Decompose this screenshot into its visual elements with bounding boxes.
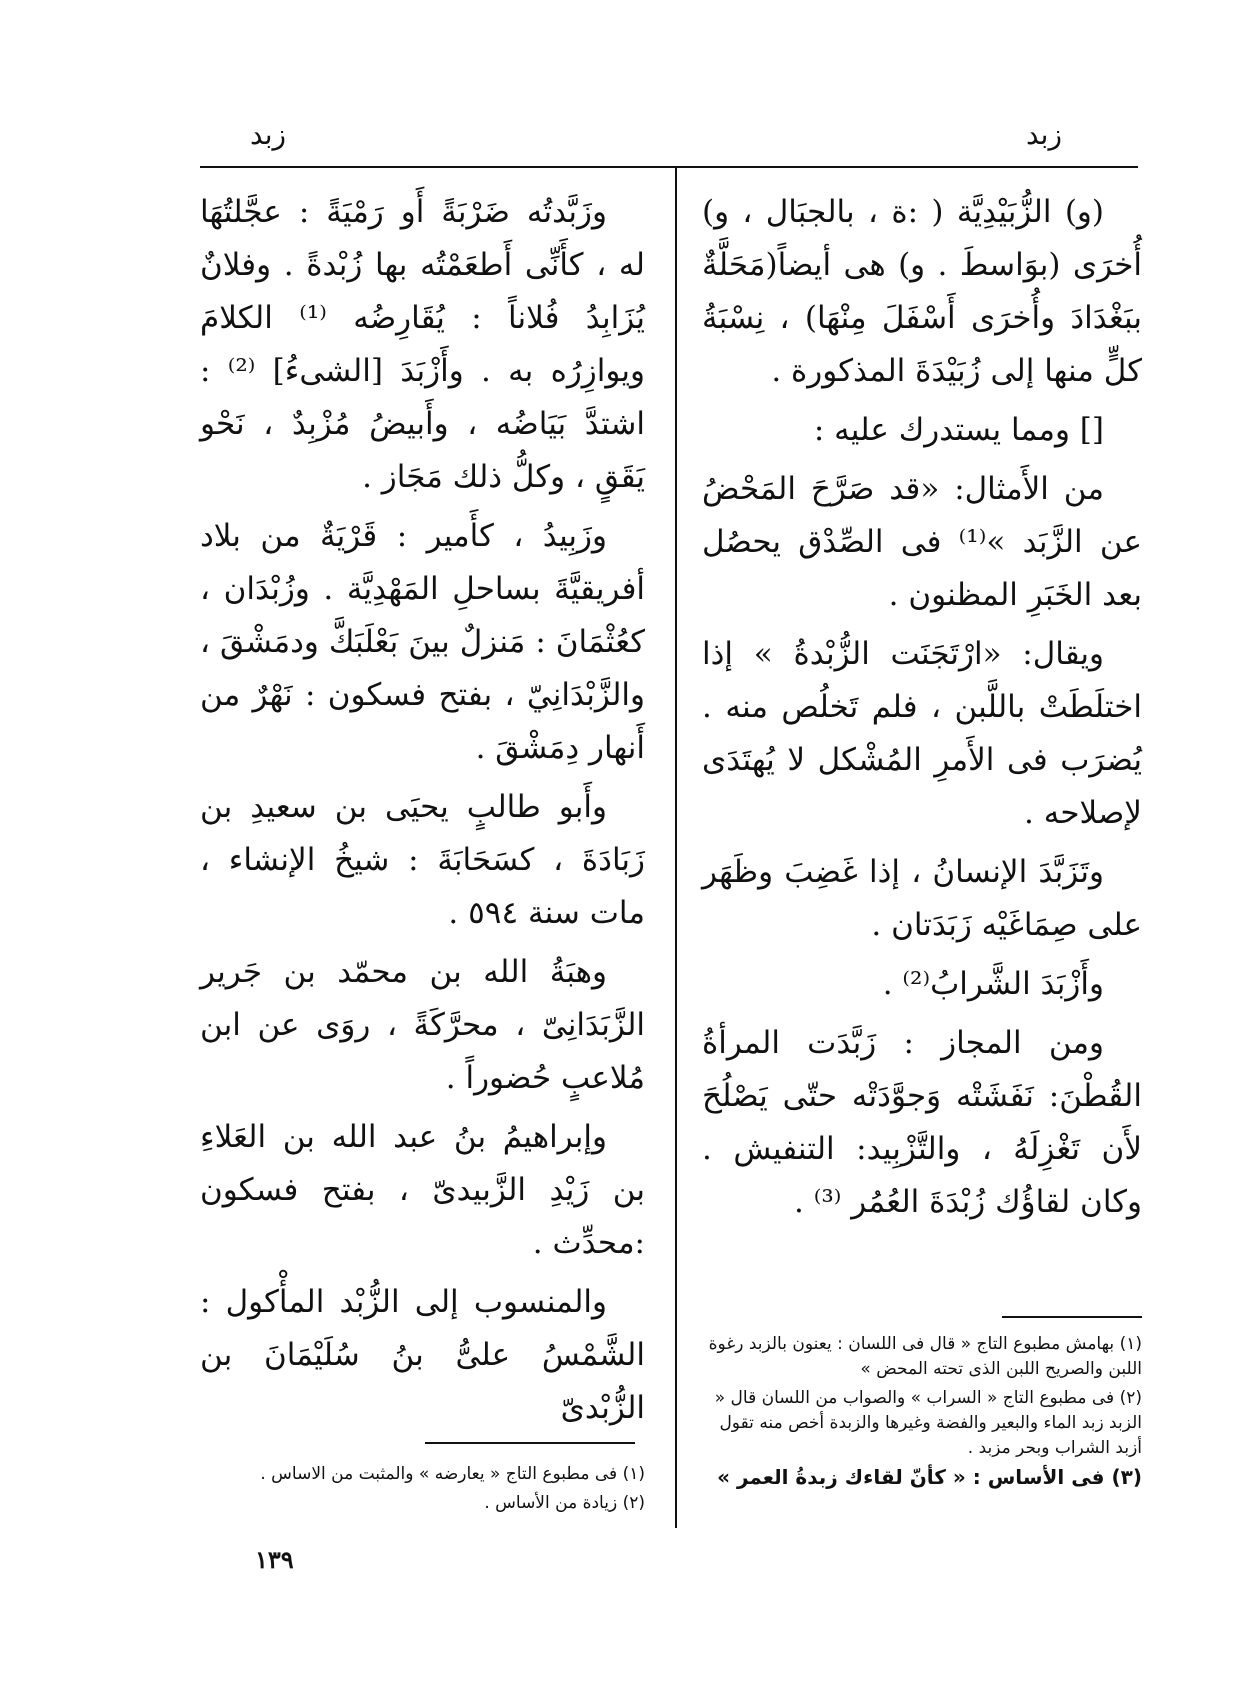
running-header [200,118,1062,162]
entry-paragraph: (و) الزُّبَيْدِيَّة ( :ة ، بالجبَال ، و) أُخرَى (بوَاسطَ . و) هى أيضاً(مَحَلَّةٌ ببَغْدَادَ وأُخرَى أَسْفَلَ مِنْهَا) ، نِسْبَةُ كلٍّ منها إلى زُبَيْدَةَ المذكورة . [702,194,1142,389]
entry-paragraph: وأَبو طالبٍ يحيَى بن سعيدِ بن زَبَادَةَ ، كسَحَابَةَ : شيخُ الإنشاء ، مات سنة ٥٩٤ . [200,789,645,931]
entry-paragraph: ومن المجاز : زَبَّدَت المرأةُ القُطْنَ: نَفَشَتْه وَجوَّدَتْه حتّى يَصْلُحَ لأَن تَغْزِلَهُ ، والتَّزْبِيد: التنفيش . وكان لقاؤُك زُبْدَةَ العُمُر ⁽³⁾ . [702,1025,1142,1220]
entry-paragraph: ويقال: «ارْتَجَنَت الزُّبْدةُ » إذا اختلَطَتْ باللَّبن ، فلم تَخلُص منه . يُضرَب فى الأَمرِ المُشْكل لا يُهتَدَى لإصلاحه . [702,636,1142,831]
entry-paragraph: والمنسوب إلى الزُّبْد المأْكول : الشَّمْسُ علىُّ بنُ سُلَيْمَانَ بن الزُّبْدىّ [200,1284,645,1426]
footnote-rule-right [1002,1316,1142,1318]
page-number: ١٣٩ [255,1545,294,1574]
entry-paragraph: وإبراهيمُ بنُ عبد الله بن العَلاءِ بن زَيْدِ الزَّبيدىّ ، بفتح فسكون :محدِّث . [200,1119,645,1261]
entry-paragraph: وأَزْبَدَ الشَّرابُ⁽²⁾ . [882,966,1104,1002]
footnote: (١) بهامش مطبوع التاج « قال فى اللسان : يعنون بالزبد رغوة اللبن والصريح اللبن الذى تحته المحض » [708,1334,1142,1379]
footnote: (٢) فى مطبوع التاج « السراب » والصواب من اللسان قال « الزبد زبد الماء والبعير والفضة وغيرها والزبدة أخص منه تقول أزبد الشراب وبحر مزبد . [714,1388,1142,1458]
column-divider [675,166,677,1528]
footnote: (٣) فى الأساس : « كأنّ لقاءك زبدةُ العمر » [717,1465,1142,1489]
footnote: (١) فى مطبوع التاج « يعارضه » والمثبت من الاساس . [260,1464,645,1484]
entry-paragraph: وزَبَّدتُه ضَرْبَةً أَو رَمْيَةً : عجَّلتُهَا له ، كأَنِّى أَطعَمْتُه بها زُبْدةً . وفلانٌ يُزَابِدُ فُلاناً : يُقَارِضُه ⁽¹⁾ الكلامَ ويوازِرُه به . وأَزْبَدَ [الشىءُ] ⁽²⁾ : اشتدَّ بَيَاضُه ، وأَبيضُ مُزْبِدٌ ، نَحْو يَقَقٍ ، وكلُّ ذلك مَجَاز . [200,194,645,495]
footnote-rule-left [425,1442,635,1444]
entry-paragraph: وتَزَبَّدَ الإنسانُ ، إذا غَضِبَ وظَهَر على صِمَاغَيْه زَبَدَتان . [702,854,1142,943]
header-rule [200,166,1138,168]
entry-paragraph: [] ومما يستدرك عليه : [813,412,1104,448]
entry-paragraph: وهبَةُ الله بن محمّد بن جَرير الزَّبَدَانِىّ ، محرَّكَةً ، روَى عن ابن مُلاعبٍ حُضوراً . [200,954,645,1096]
right-column [702,186,1142,1235]
entry-paragraph: من الأَمثال: «قد صَرَّحَ المَحْضُ عن الزَّبَد »⁽¹⁾ فى الصِّدْق يحصُل بعد الخَبَرِ المظنون . [702,471,1142,613]
left-column [200,186,645,1441]
footnotes-left [200,1462,645,1520]
header-word-left: زبد [250,118,287,151]
footnotes-right [702,1332,1142,1494]
footnote: (٢) زيادة من الأساس . [484,1493,645,1513]
entry-paragraph: وزَبِيدُ ، كأَمير : قَرْيَةٌ من بلاد أفريقيَّةَ بساحلِ المَهْدِيَّة . وزُبْدَان ، كعُثْمَانَ : مَنزلٌ بينَ بَعْلَبَكَّ ودمَشْقَ ، والزَّبْدَانِيّ ، بفتح فسكون : نَهْرٌ من أَنهار دِمَشْقَ . [200,518,645,766]
header-word-right: زبد [1025,118,1062,151]
